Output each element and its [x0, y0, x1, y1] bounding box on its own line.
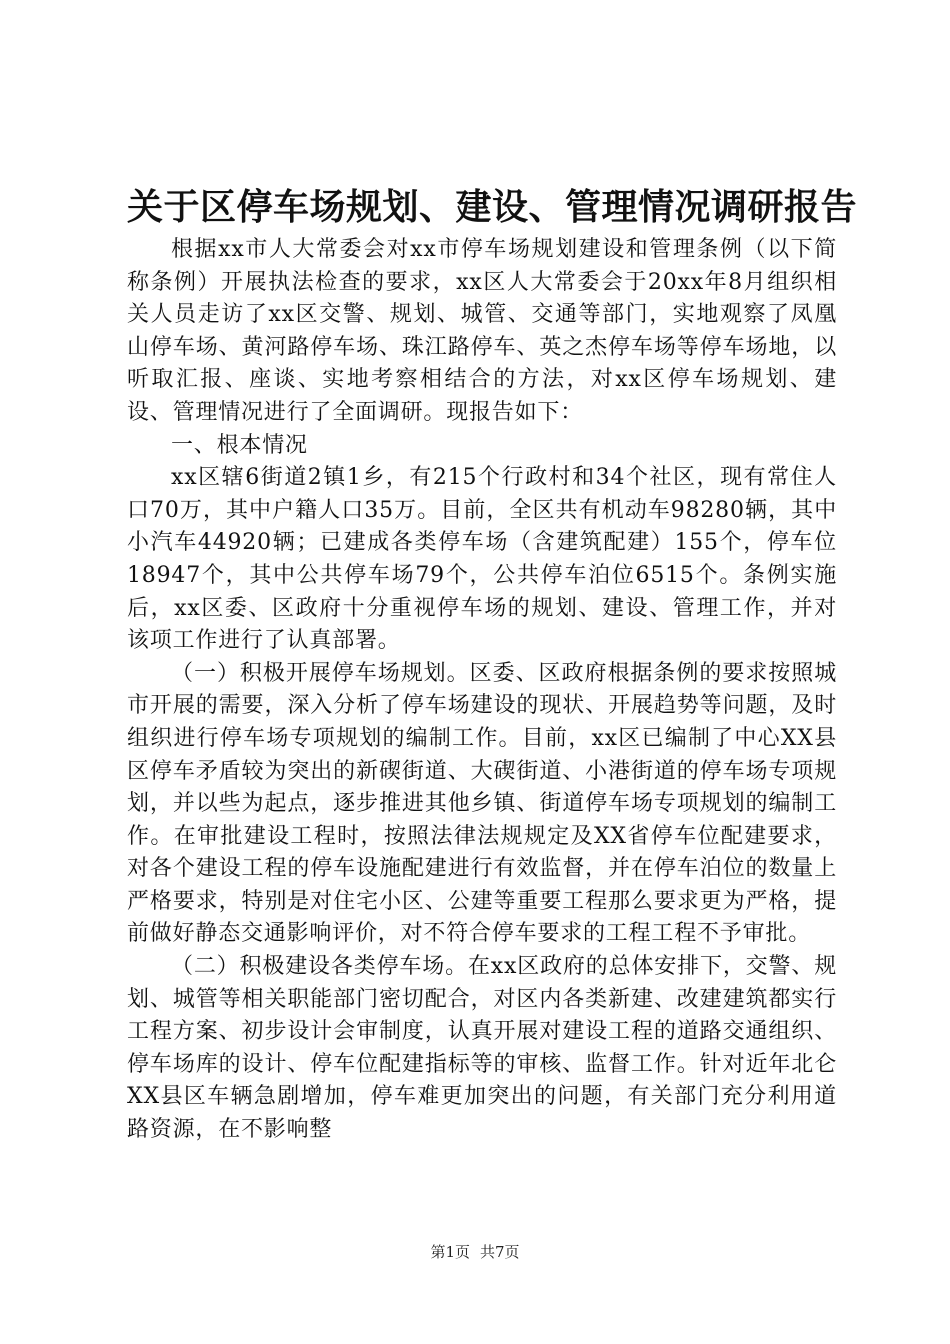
- section-heading-basic: 一、根本情况: [171, 432, 308, 458]
- paragraph-intro: 根据xx市人大常委会对xx市停车场规划建设和管理条例（以下简称条例）开展执法检查的要求，xx区人大常委会于20xx年8月组织相关人员走访了xx区交警、规划、城管、交通等部门，实地观察了凤凰山停车场、黄河路停车场、珠江路停车、英之杰停车场等停车场地，以听取汇报、座谈、实地考察相结合的方法，对xx区停车场规划、建设、管理情况进行了全面调研。现报告如下：: [127, 237, 837, 425]
- document-body: [127, 234, 837, 1147]
- paragraph-planning: （一）积极开展停车场规划。区委、区政府根据条例的要求按照城市开展的需要，深入分析了停车场建设的现状、开展趋势等问题，及时组织进行停车场专项规划的编制工作。目前，xx区已编制了中心XX县区停车矛盾较为突出的新碶街道、大碶街道、小港街道的停车场专项规划，并以些为起点，逐步推进其他乡镇、街道停车场专项规划的编制工作。在审批建设工程时，按照法律法规规定及XX省停车位配建要求，对各个建设工程的停车设施配建进行有效监督，并在停车泊位的数量上严格要求，特别是对住宅小区、公建等重要工程那么要求更为严格，提前做好静态交通影响评价，对不符合停车要求的工程工程不予审批。: [127, 660, 837, 947]
- paragraph-basic: xx区辖6街道2镇1乡，有215个行政村和34个社区，现有常住人口70万，其中户籍人口35万。目前，全区共有机动车98280辆，其中小汽车44920辆；已建成各类停车场（含建筑配建）155个，停车位18947个，其中公共停车场79个，公共停车泊位6515个。条例实施后，xx区委、区政府十分重视停车场的规划、建设、管理工作，并对该项工作进行了认真部署。: [127, 465, 837, 654]
- paragraph-construction: （二）积极建设各类停车场。在xx区政府的总体安排下，交警、规划、城管等相关职能部门密切配合，对区内各类新建、改建建筑都实行工程方案、初步设计会审制度，认真开展对建设工程的道路交通组织、停车场库的设计、停车位配建指标等的审核、监督工作。针对近年北仑XX县区车辆急剧增加，停车难更加突出的问题，有关部门充分利用道路资源，在不影响整: [127, 954, 837, 1143]
- page-total: 共7页: [480, 1243, 520, 1261]
- page-number: 第1页: [430, 1243, 470, 1261]
- page-footer: [0, 1242, 950, 1262]
- document-title: 关于区停车场规划、建设、管理情况调研报告: [127, 186, 858, 228]
